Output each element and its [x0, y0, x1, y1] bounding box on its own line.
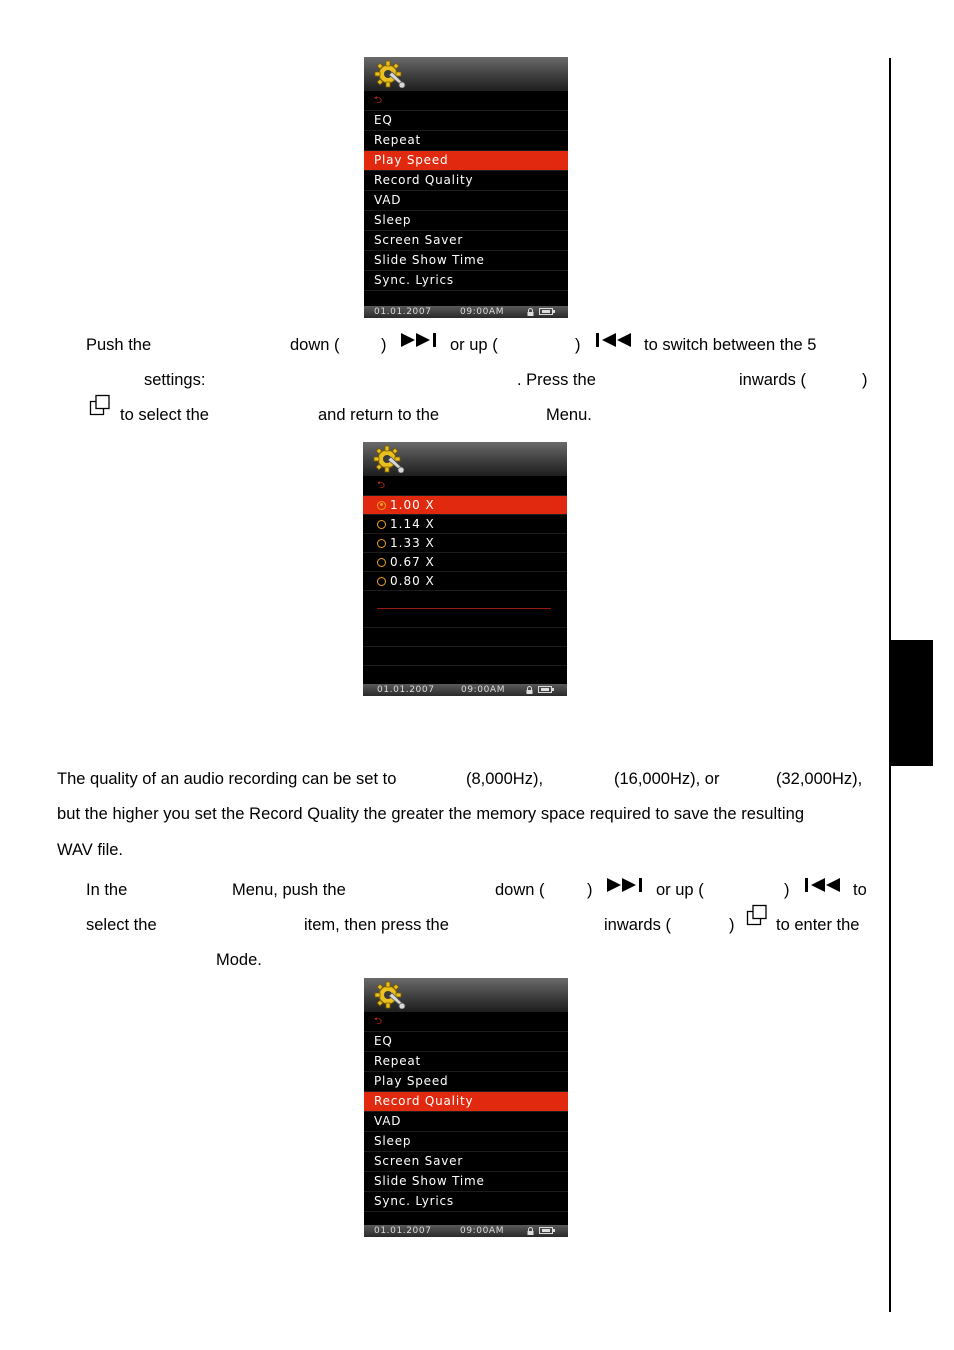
menu-item-screen-saver[interactable]: Screen Saver	[364, 231, 568, 251]
screen-header	[363, 442, 567, 476]
status-time: 09:00AM	[461, 685, 506, 695]
p1-text: and return to the	[318, 406, 440, 424]
radio-icon	[377, 520, 386, 529]
menu-item-sync-lyrics[interactable]: Sync. Lyrics	[364, 271, 568, 291]
battery-icon	[539, 308, 553, 315]
empty-row	[363, 609, 567, 628]
p1-text: Menu.	[546, 406, 592, 424]
play-speed-screen	[363, 442, 567, 696]
back-icon[interactable]: ⮌	[364, 1012, 568, 1032]
p3-text: )	[784, 881, 790, 899]
p1-text: inwards (	[739, 371, 806, 389]
empty-row	[363, 647, 567, 666]
gear-wrench-icon	[374, 60, 406, 88]
menu-item-repeat[interactable]: Repeat	[364, 1052, 568, 1072]
p1-text: settings:	[144, 371, 206, 389]
status-date: 01.01.2007	[377, 685, 435, 695]
screen-header	[364, 978, 568, 1012]
speed-option-label: 0.80 X	[390, 574, 435, 588]
p3-text: inwards (	[604, 916, 671, 934]
p3-text: down (	[495, 881, 545, 899]
chapter-tab	[891, 640, 933, 766]
speed-option[interactable]	[363, 515, 567, 534]
status-bar	[364, 1225, 568, 1237]
p1-text: )	[575, 336, 581, 354]
menu-item-repeat[interactable]: Repeat	[364, 131, 568, 151]
back-icon[interactable]: ⮌	[364, 91, 568, 111]
empty-row	[363, 666, 567, 685]
p1-text: . Press the	[517, 371, 596, 389]
speed-option-label: 0.67 X	[390, 555, 435, 569]
speed-option-label: 1.33 X	[390, 536, 435, 550]
status-time: 09:00AM	[460, 1226, 505, 1236]
screen-header	[364, 57, 568, 91]
p3-text: to enter the	[776, 916, 860, 934]
radio-icon	[377, 558, 386, 567]
menu-item-sync-lyrics[interactable]: Sync. Lyrics	[364, 1192, 568, 1212]
status-bar	[363, 684, 567, 696]
p2-text: The quality of an audio recording can be set to	[57, 770, 397, 788]
p1-text: to switch between the 5	[644, 336, 817, 354]
menu-item-sleep[interactable]: Sleep	[364, 1132, 568, 1152]
p2-text: (32,000Hz),	[776, 770, 863, 788]
speed-option[interactable]	[363, 553, 567, 572]
menu-item-slide-show-time[interactable]: Slide Show Time	[364, 1172, 568, 1192]
menu-item-vad[interactable]: VAD	[364, 191, 568, 211]
p3-text: Mode.	[216, 951, 262, 969]
status-date: 01.01.2007	[374, 307, 432, 317]
status-date: 01.01.2007	[374, 1226, 432, 1236]
p3-text: )	[587, 881, 593, 899]
back-icon[interactable]: ⮌	[363, 476, 567, 496]
skip-back-icon	[804, 877, 842, 893]
speed-option-label: 1.14 X	[390, 517, 435, 531]
speed-option-label: 1.00 X	[390, 498, 435, 512]
p3-text: or up (	[656, 881, 704, 899]
menu-item-eq[interactable]: EQ	[364, 111, 568, 131]
menu-item-slide-show-time[interactable]: Slide Show Time	[364, 251, 568, 271]
menu-item-screen-saver[interactable]: Screen Saver	[364, 1152, 568, 1172]
p2-text: (16,000Hz), or	[614, 770, 720, 788]
menu-item-sleep[interactable]: Sleep	[364, 211, 568, 231]
menu-item-record-quality[interactable]: Record Quality	[364, 1092, 568, 1112]
p3-text: item, then press the	[304, 916, 449, 934]
p3-text: Menu, push the	[232, 881, 346, 899]
menu-item-record-quality[interactable]: Record Quality	[364, 171, 568, 191]
speed-option[interactable]	[363, 572, 567, 591]
speed-option[interactable]	[363, 534, 567, 553]
p1-text: or up (	[450, 336, 498, 354]
gear-wrench-icon	[374, 981, 406, 1009]
p1-text: )	[862, 371, 868, 389]
skip-forward-icon	[606, 877, 644, 893]
battery-icon	[539, 1227, 553, 1234]
menu-item-eq[interactable]: EQ	[364, 1032, 568, 1052]
radio-icon	[377, 577, 386, 586]
speed-option[interactable]	[363, 496, 567, 515]
gear-wrench-icon	[373, 445, 405, 473]
p3-text: to	[853, 881, 867, 899]
p1-text: )	[381, 336, 387, 354]
settings-menu-screen-1	[364, 57, 568, 318]
p1-text: to select the	[120, 406, 209, 424]
lock-icon	[526, 686, 533, 694]
enter-icon	[746, 904, 768, 926]
enter-icon	[89, 394, 111, 416]
p2-text: but the higher you set the Record Quality the greater the memory space required to save the resulting	[57, 805, 805, 823]
battery-icon	[538, 686, 552, 693]
empty-row	[363, 628, 567, 647]
menu-item-play-speed[interactable]: Play Speed	[364, 1072, 568, 1092]
status-time: 09:00AM	[460, 307, 505, 317]
radio-icon	[377, 501, 386, 510]
menu-item-vad[interactable]: VAD	[364, 1112, 568, 1132]
skip-back-icon	[595, 332, 633, 348]
p3-text: )	[729, 916, 735, 934]
p3-text: select the	[86, 916, 157, 934]
p3-text: In the	[86, 881, 128, 899]
lock-icon	[527, 1227, 534, 1235]
skip-forward-icon	[400, 332, 438, 348]
radio-icon	[377, 539, 386, 548]
p1-text: Push the	[86, 336, 152, 354]
menu-item-play-speed[interactable]: Play Speed	[364, 151, 568, 171]
lock-icon	[527, 308, 534, 316]
p1-text: down (	[290, 336, 340, 354]
status-bar	[364, 306, 568, 318]
p2-text: WAV file.	[57, 841, 124, 859]
p2-text: (8,000Hz),	[466, 770, 544, 788]
settings-menu-screen-2	[364, 978, 568, 1237]
